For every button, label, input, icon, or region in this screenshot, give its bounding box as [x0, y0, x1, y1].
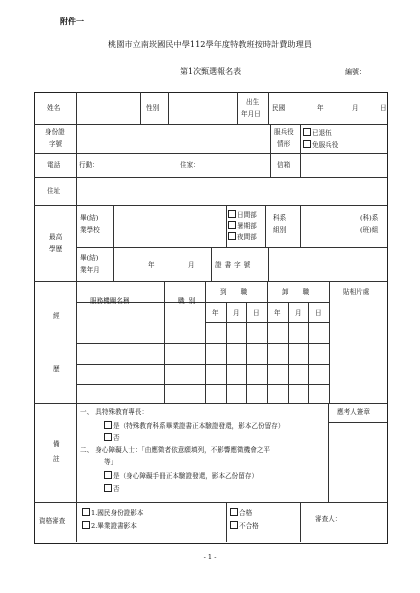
opt-discharged-text: 已退伍 [312, 129, 332, 137]
remark-item-2-cont: 等」 [104, 458, 118, 466]
gender-label: 性別 [146, 104, 160, 112]
opt-day[interactable] [228, 210, 257, 219]
remarks-label-2: 註 [53, 455, 60, 463]
phone-label: 電話 [47, 161, 61, 169]
row-divider [76, 384, 329, 385]
photo-label: 貼相片處 [343, 288, 370, 296]
opt-exempt[interactable] [303, 140, 338, 149]
review-opt-2[interactable] [82, 521, 137, 530]
col-divider [300, 502, 301, 542]
row-divider [34, 153, 387, 154]
page-number: - 1 - [203, 553, 217, 561]
date-col-header: 月 [295, 309, 302, 317]
opt-exempt-text: 免服兵役 [312, 141, 339, 149]
col-divider [237, 92, 238, 124]
opt-night[interactable] [228, 232, 257, 241]
opt-discharged[interactable] [303, 128, 332, 137]
row-divider [328, 422, 387, 423]
date-col-header: 日 [253, 309, 260, 317]
birth-label-2: 年月日 [241, 110, 261, 118]
cert-label: 證書字號 [215, 261, 254, 269]
remark-item-1: 一、 具特殊教育專長： [80, 408, 149, 416]
email-label: 信箱 [277, 161, 291, 169]
dept-label-1: 科系 [273, 214, 287, 222]
col-divider [300, 205, 301, 247]
row-divider [76, 343, 329, 344]
id-label-2: 字號 [49, 140, 63, 148]
address-label: 住址 [47, 187, 61, 195]
home-label: 住家： [180, 161, 200, 169]
col-divider [265, 205, 266, 247]
col-divider [76, 92, 77, 542]
review-fail[interactable] [230, 521, 259, 530]
col-divider [267, 281, 268, 403]
col-divider [328, 403, 329, 502]
col-divider [140, 92, 141, 124]
end-header: 卸職 [282, 288, 324, 296]
review-label: 資格審查 [39, 517, 66, 525]
remark-1-no[interactable] [104, 433, 120, 442]
checkbox[interactable] [303, 128, 311, 136]
date-col-header: 年 [212, 309, 219, 317]
remark-1-yes-text: 是（特殊教育科系畢業證書正本驗證發還，影本乙份留存） [113, 422, 285, 430]
experience-label-1: 經 [53, 312, 60, 320]
col-divider [268, 92, 269, 124]
checkbox[interactable] [82, 508, 90, 516]
col-divider [226, 205, 227, 247]
start-header: 到職 [220, 288, 262, 296]
col-divider [270, 153, 271, 177]
col-divider [226, 302, 227, 403]
checkbox[interactable] [228, 221, 236, 229]
col-divider [164, 281, 165, 403]
remark-1-yes[interactable] [104, 421, 284, 430]
remarks-label-1: 備 [53, 440, 60, 448]
remark-1-no-text: 否 [113, 434, 120, 442]
opt-night-text: 夜間部 [237, 233, 257, 241]
grad-month-label: 月 [188, 261, 195, 269]
id-label-1: 身份證 [45, 128, 65, 136]
school-label-1: 畢(結) [80, 214, 99, 222]
col-divider [113, 205, 114, 281]
col-divider [168, 92, 169, 124]
row-divider [76, 247, 387, 248]
signature-label: 應考人簽章 [337, 408, 370, 416]
col-divider [226, 502, 227, 542]
row-divider [34, 281, 387, 282]
experience-label-2: 歷 [53, 365, 60, 373]
birth-label-1: 出生 [246, 98, 260, 106]
remark-2-no-text: 否 [113, 485, 120, 493]
month-label: 月 [352, 104, 359, 112]
org-header: 服務機關名稱 [90, 297, 130, 305]
date-col-header: 日 [315, 309, 322, 317]
form-subtitle: 第1次甄選報名表 [180, 67, 242, 76]
checkbox[interactable] [82, 521, 90, 529]
grad-label-1: 畢(結) [80, 254, 99, 262]
row-divider [34, 502, 387, 503]
opt-summer-text: 暑期部 [237, 222, 257, 230]
reviewer-label: 審查人： [315, 515, 342, 523]
review-opt-1[interactable] [82, 508, 143, 517]
checkbox[interactable] [228, 210, 236, 218]
group-suffix: (班)組 [360, 226, 379, 234]
grad-year-label: 年 [148, 261, 155, 269]
school-label-2: 業學校 [80, 226, 100, 234]
military-label-2: 情形 [277, 140, 291, 148]
row-divider [76, 364, 329, 365]
col-divider [308, 302, 309, 403]
col-divider [205, 281, 206, 403]
military-label-1: 服兵役 [274, 128, 294, 136]
row-divider [34, 124, 387, 125]
attachment-label: 附件一 [60, 16, 84, 26]
checkbox[interactable] [230, 508, 238, 516]
position-header: 職別 [178, 297, 200, 305]
year-label: 年 [317, 104, 324, 112]
opt-summer[interactable] [228, 221, 257, 230]
form-title: 桃園市立南崁國民中學112學年度特教班按時計費助理員 [108, 39, 312, 49]
checkbox[interactable] [230, 521, 238, 529]
col-divider [300, 124, 301, 153]
review-pass[interactable] [230, 508, 252, 517]
date-col-header: 月 [233, 309, 240, 317]
dept-suffix: (科)系 [360, 214, 379, 222]
review-fail-text: 不合格 [239, 522, 259, 530]
opt-day-text: 日間部 [237, 211, 257, 219]
remark-2-yes[interactable] [104, 471, 258, 480]
col-divider [300, 153, 301, 177]
review-opt-1-text: 1.國民身份證影本 [91, 509, 144, 517]
education-label-1: 最高 [49, 233, 63, 241]
checkbox[interactable] [303, 140, 311, 148]
col-divider [211, 247, 212, 281]
education-label-2: 學歷 [49, 245, 63, 253]
checkbox[interactable] [228, 232, 236, 240]
row-divider [34, 205, 387, 206]
day-label: 日 [380, 104, 387, 112]
remark-2-yes-text: 是（身心障礙手冊正本驗證發還，影本乙份留存） [113, 472, 259, 480]
mobile-label: 行動： [79, 161, 99, 169]
remark-item-2: 二、 身心障礙人士：「由應徵者依意願填列，不影響應徵機會之平 [80, 446, 271, 454]
col-divider [268, 247, 269, 281]
row-divider [34, 177, 387, 178]
checkbox[interactable] [104, 471, 112, 479]
era-label: 民國 [272, 104, 286, 112]
checkbox[interactable] [104, 421, 112, 429]
checkbox[interactable] [104, 433, 112, 441]
date-col-header: 年 [274, 309, 281, 317]
grad-label-2: 業年月 [80, 266, 100, 274]
name-label: 姓名 [47, 104, 61, 112]
dept-label-2: 組別 [273, 226, 287, 234]
number-label: 編號： [345, 68, 366, 76]
col-divider [288, 302, 289, 403]
col-divider [270, 124, 271, 153]
row-divider [34, 403, 387, 404]
col-divider [246, 302, 247, 403]
review-pass-text: 合格 [239, 509, 253, 517]
col-divider [329, 281, 330, 403]
remark-2-no[interactable] [104, 484, 120, 493]
checkbox[interactable] [104, 484, 112, 492]
review-opt-2-text: 2.畢業證書影本 [91, 522, 137, 530]
